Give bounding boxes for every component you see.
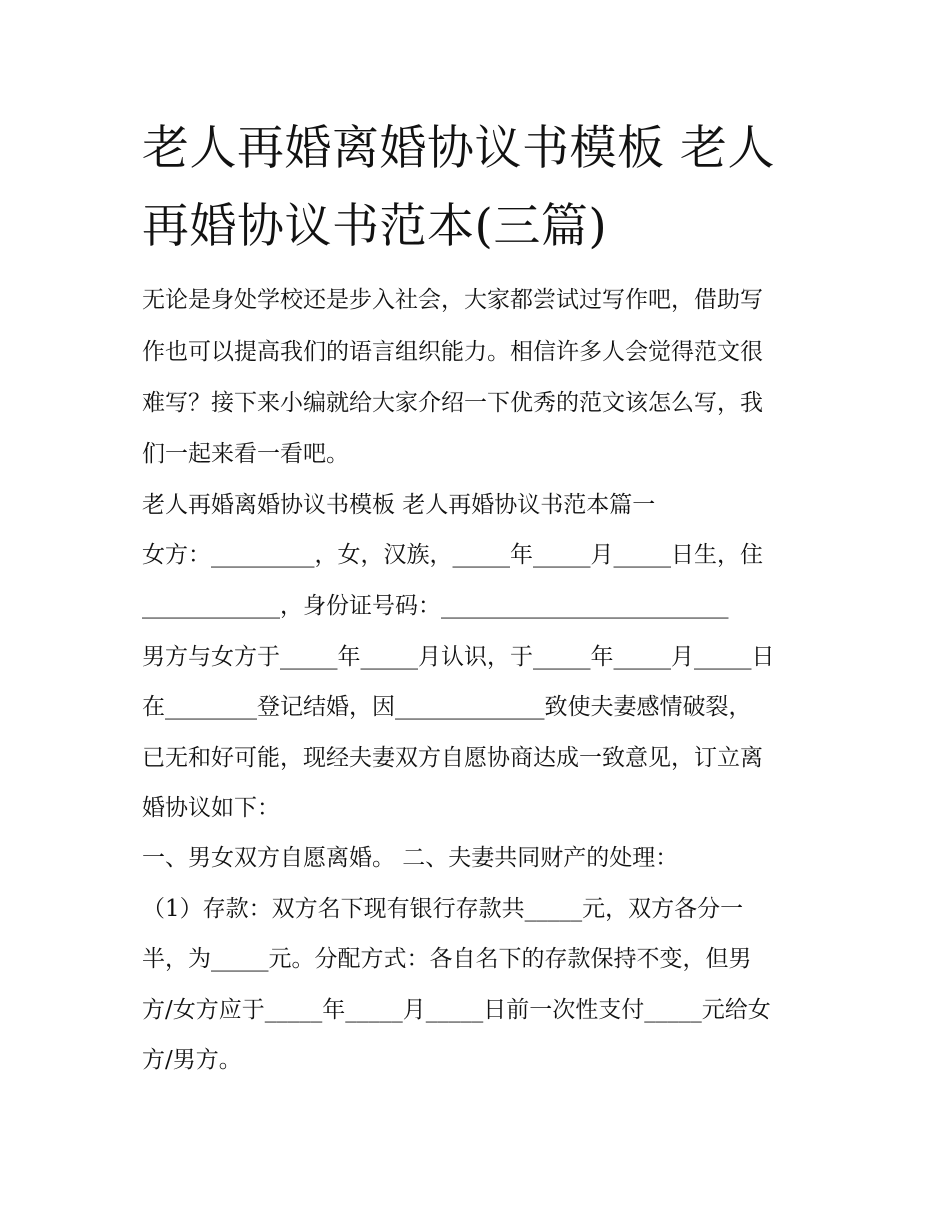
paragraph-line: 在________登记结婚，因_____________致使夫妻感情破裂，	[142, 694, 752, 720]
paragraph-line: 作也可以提高我们的语言组织能力。相信许多人会觉得范文很	[142, 339, 763, 365]
paragraph-line: （1）存款：双方名下现有银行存款共_____元，双方各分一	[142, 896, 744, 922]
paragraph-line: 难写？接下来小编就给大家介绍一下优秀的范文该怎么写，我	[142, 390, 763, 416]
paragraph-line: 女方：_________，女，汉族，_____年_____月_____日生，住	[142, 542, 763, 568]
paragraph-line: 方/男方。	[142, 1047, 242, 1073]
paragraph-line: ____________，身份证号码：_________________________	[142, 593, 729, 619]
paragraph-line: 半，为_____元。分配方式：各自名下的存款保持不变，但男	[142, 946, 752, 972]
paragraph-line: 已无和好可能，现经夫妻双方自愿协商达成一致意见，订立离	[142, 745, 763, 771]
document-title-line-1: 老人再婚离婚协议书模板 老人	[142, 121, 775, 176]
paragraph-line: 男方与女方于_____年_____月认识，于_____年_____月_____日	[142, 644, 775, 670]
paragraph-line: 婚协议如下：	[142, 795, 280, 821]
paragraph-line: 无论是身处学校还是步入社会，大家都尝试过写作吧，借助写	[142, 287, 763, 313]
section-heading: 老人再婚离婚协议书模板 老人再婚协议书范本篇一	[142, 492, 656, 518]
paragraph-line: 一、男女双方自愿离婚。 二、夫妻共同财产的处理：	[142, 845, 679, 871]
document-title-line-2: 再婚协议书范本(三篇)	[142, 199, 608, 254]
paragraph-line: 方/女方应于_____年_____月_____日前一次性支付_____元给女	[142, 997, 771, 1023]
paragraph-line: 们一起来看一看吧。	[142, 441, 349, 467]
